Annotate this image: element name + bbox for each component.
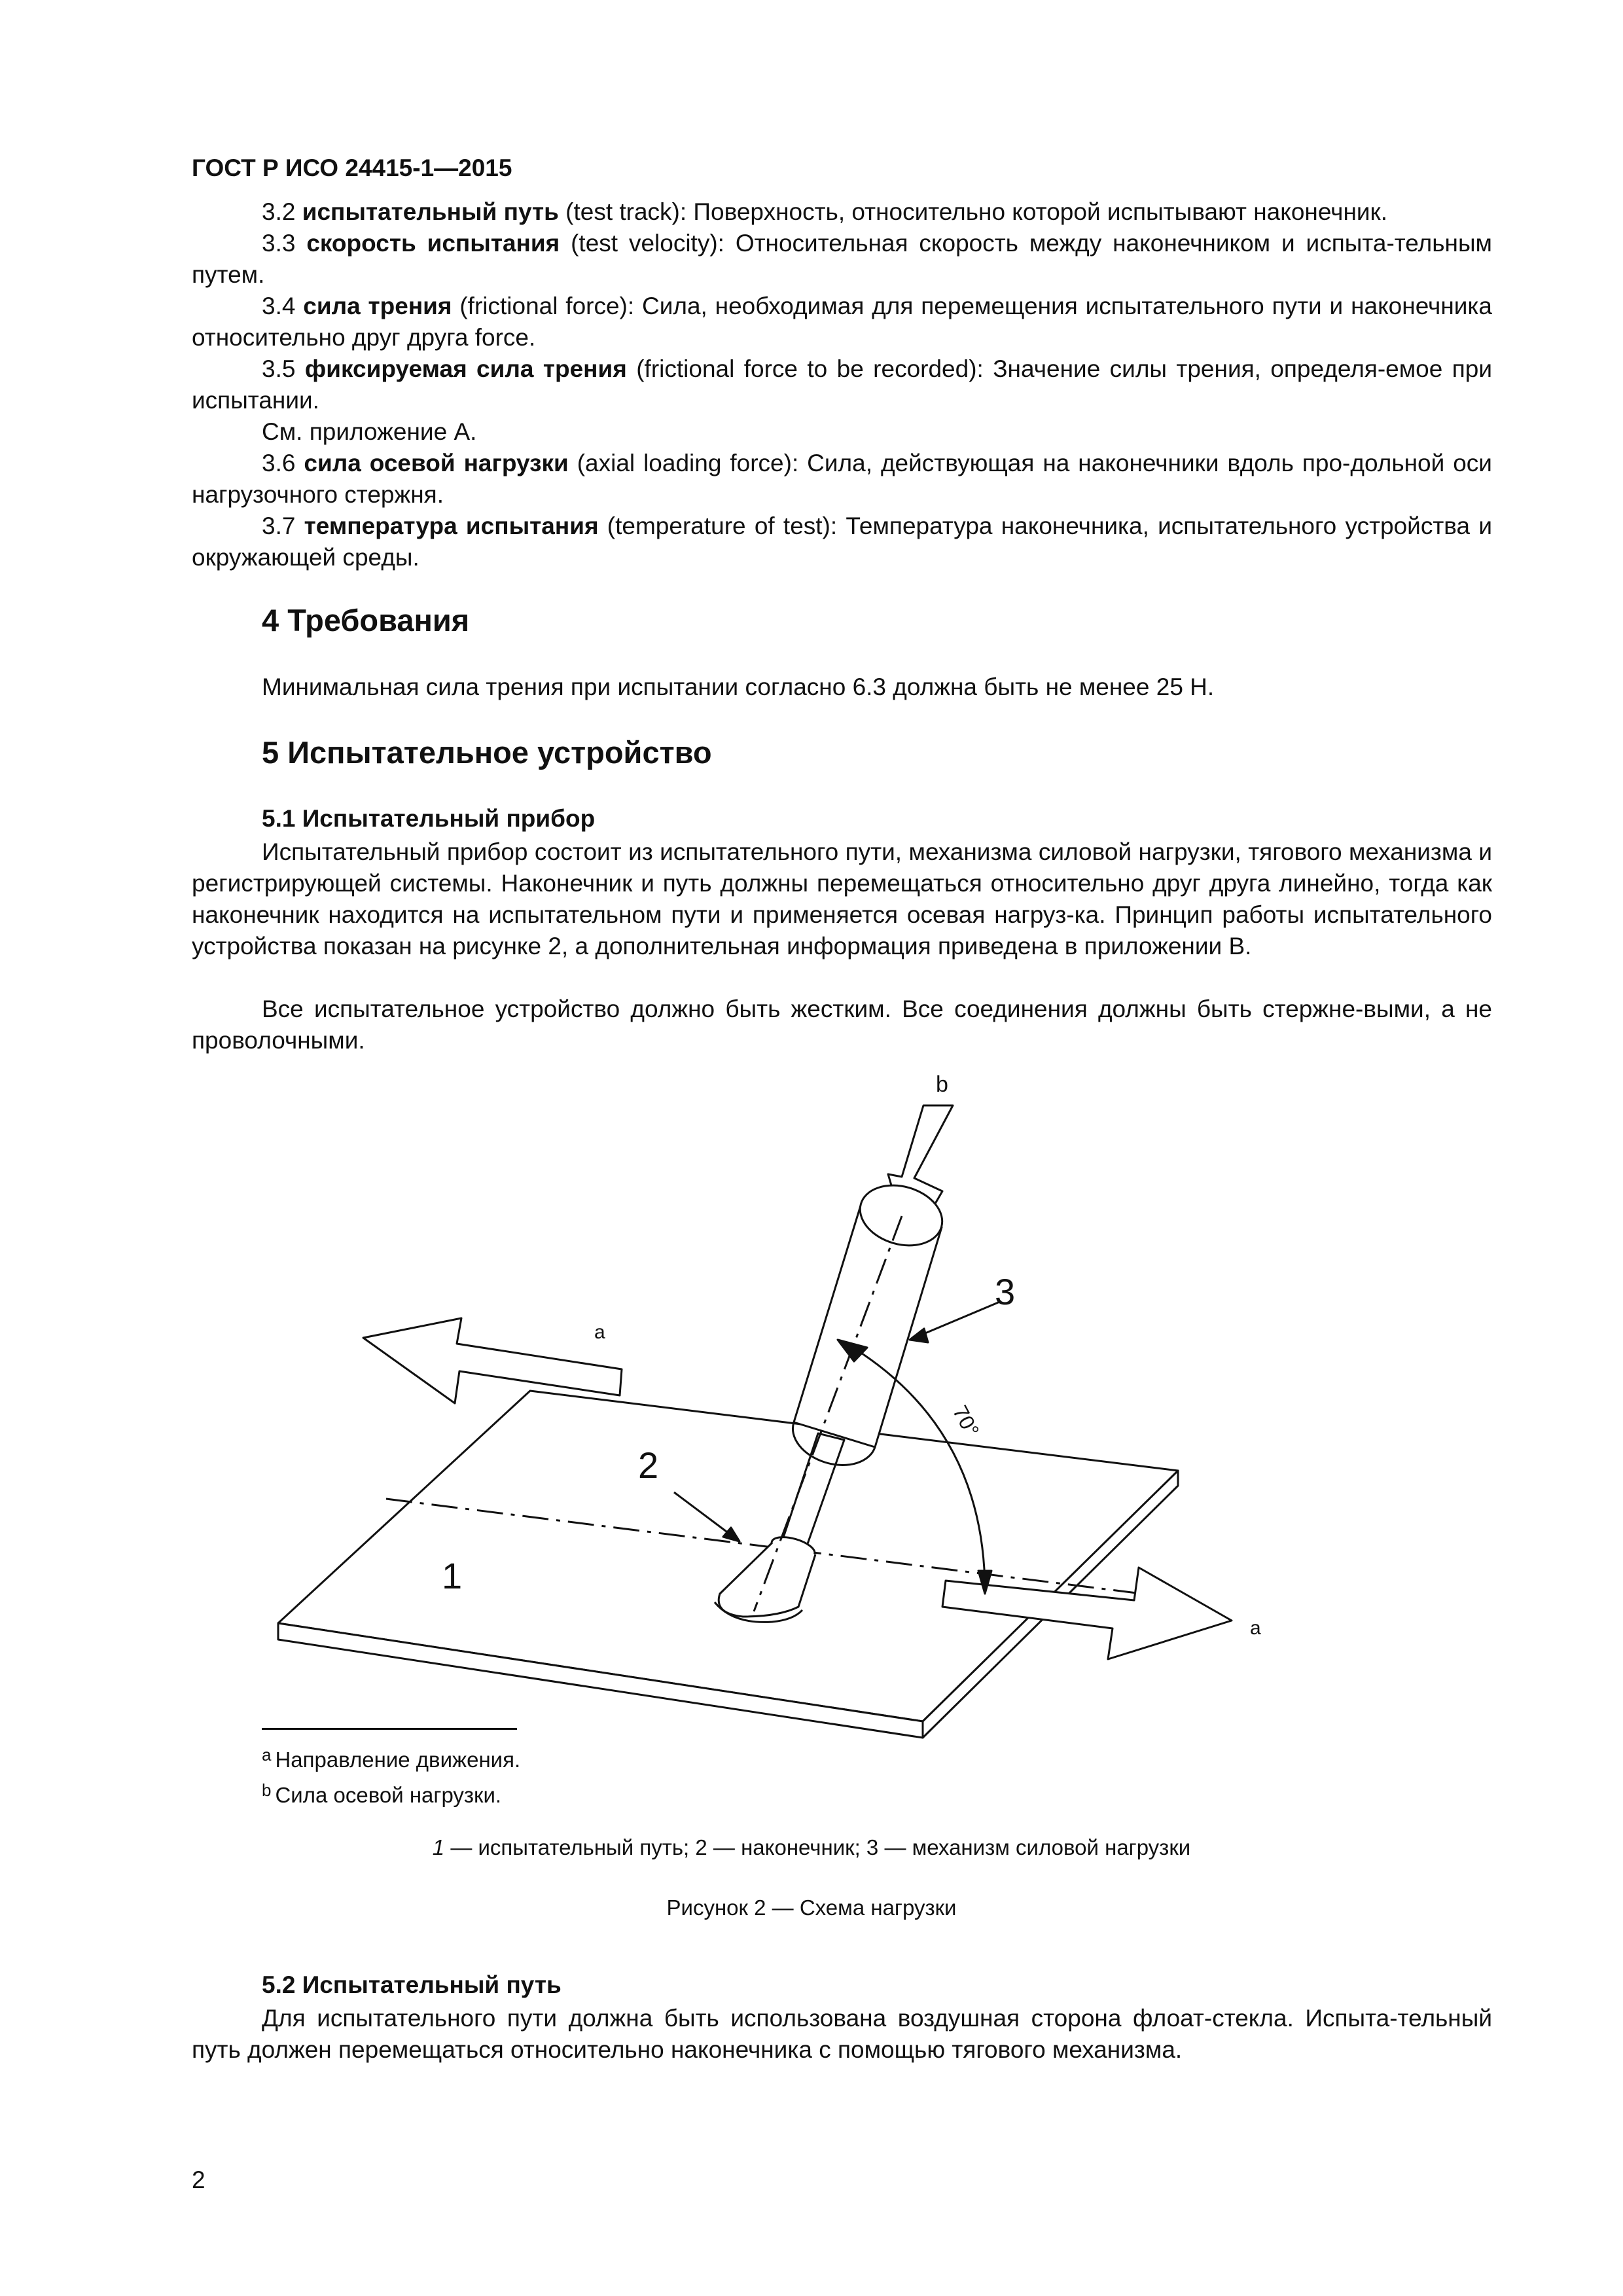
section-4-heading: 4 Требования (262, 603, 470, 637)
loading-scheme-drawing (262, 1054, 1335, 1774)
figure-caption: Рисунок 2 — Схема нагрузки (666, 1895, 957, 1920)
page-number: 2 (192, 2166, 205, 2193)
label-b: b (936, 1072, 948, 1097)
subsection-5-1-paragraph-1: Испытательный прибор состоит из испытательного пути, механизма силовой нагрузки, тягового механизма и регистрирующей системы. Наконечник и путь должны перемещаться относительно друг друга линейно, тогда как наконечник находится на испытательном пути и применяется осевая нагруз-ка. Принцип работы испытательного устройства показан на рисунке 2, а дополнительная информация приведена в приложении В. (192, 838, 1492, 960)
subsection-5-2-paragraph: Для испытательного пути должна быть использована воздушная сторона флоат-стекла. Испыта-тельный путь должен перемещаться относительно наконечника с помощью тягового механизма. (192, 2005, 1492, 2063)
definition-3-4: 3.4 сила трения (frictional force): Сила, необходимая для перемещения испытательного пути и наконечника относительно друг друга force. (192, 293, 1492, 351)
loading-scheme-figure (262, 1054, 1335, 1774)
subsection-5-1-paragraph-2: Все испытательное устройство должно быть жестким. Все соединения должны быть стержне-выми, а не проволочными. (192, 996, 1492, 1054)
label-track-number: 1 (442, 1555, 463, 1596)
direction-arrow-left (363, 1318, 622, 1403)
definition-3-7: 3.7 температура испытания (temperature of test): Температура наконечника, испытательного устройства и окружающей среды. (192, 512, 1492, 571)
label-tip-number: 2 (638, 1444, 659, 1486)
test-track-plate (278, 1391, 1178, 1721)
subsection-5-1-heading: 5.1 Испытательный прибор (262, 805, 596, 832)
label-angle: 70° (948, 1401, 984, 1441)
document-header: ГОСТ Р ИСО 24415-1—2015 (192, 154, 512, 181)
footnote-b: $^b$ Сила осевой нагрузки. (262, 1780, 502, 1807)
definition-3-2: 3.2 испытательный путь (test track): Поверхность, относительно которой испытывают наконечник. (262, 198, 1388, 225)
leader-head-3 (910, 1329, 928, 1342)
footnote-rule (262, 1728, 517, 1730)
subsection-5-2-heading: 5.2 Испытательный путь (262, 1971, 562, 1998)
definition-3-3: 3.3 скорость испытания (test velocity): Относительная скорость между наконечником и испыта-тельным путем. (192, 230, 1492, 288)
definition-note: См. приложение А. (262, 418, 477, 445)
footnote-a: $^a$ Направление движения. (262, 1745, 521, 1772)
figure-legend: 1 — испытательный путь; 2 — наконечник; 3 — механизм силовой нагрузки (432, 1835, 1191, 1859)
definition-3-5: 3.5 фиксируемая сила трения (frictional force to be recorded): Значение силы трения, определя-емое при испытании. (192, 355, 1493, 414)
label-mechanism-number: 3 (995, 1271, 1016, 1312)
section-5-heading: 5 Испытательное устройство (262, 735, 712, 770)
definition-3-6: 3.6 сила осевой нагрузки (axial loading force): Сила, действующая на наконечники вдоль про-дольной оси нагрузочного стержня. (192, 450, 1492, 508)
section-4-text: Минимальная сила трения при испытании согласно 6.3 должна быть не менее 25 Н. (262, 673, 1215, 700)
label-a-right: a (1250, 1617, 1261, 1639)
label-a-left: a (594, 1321, 605, 1343)
